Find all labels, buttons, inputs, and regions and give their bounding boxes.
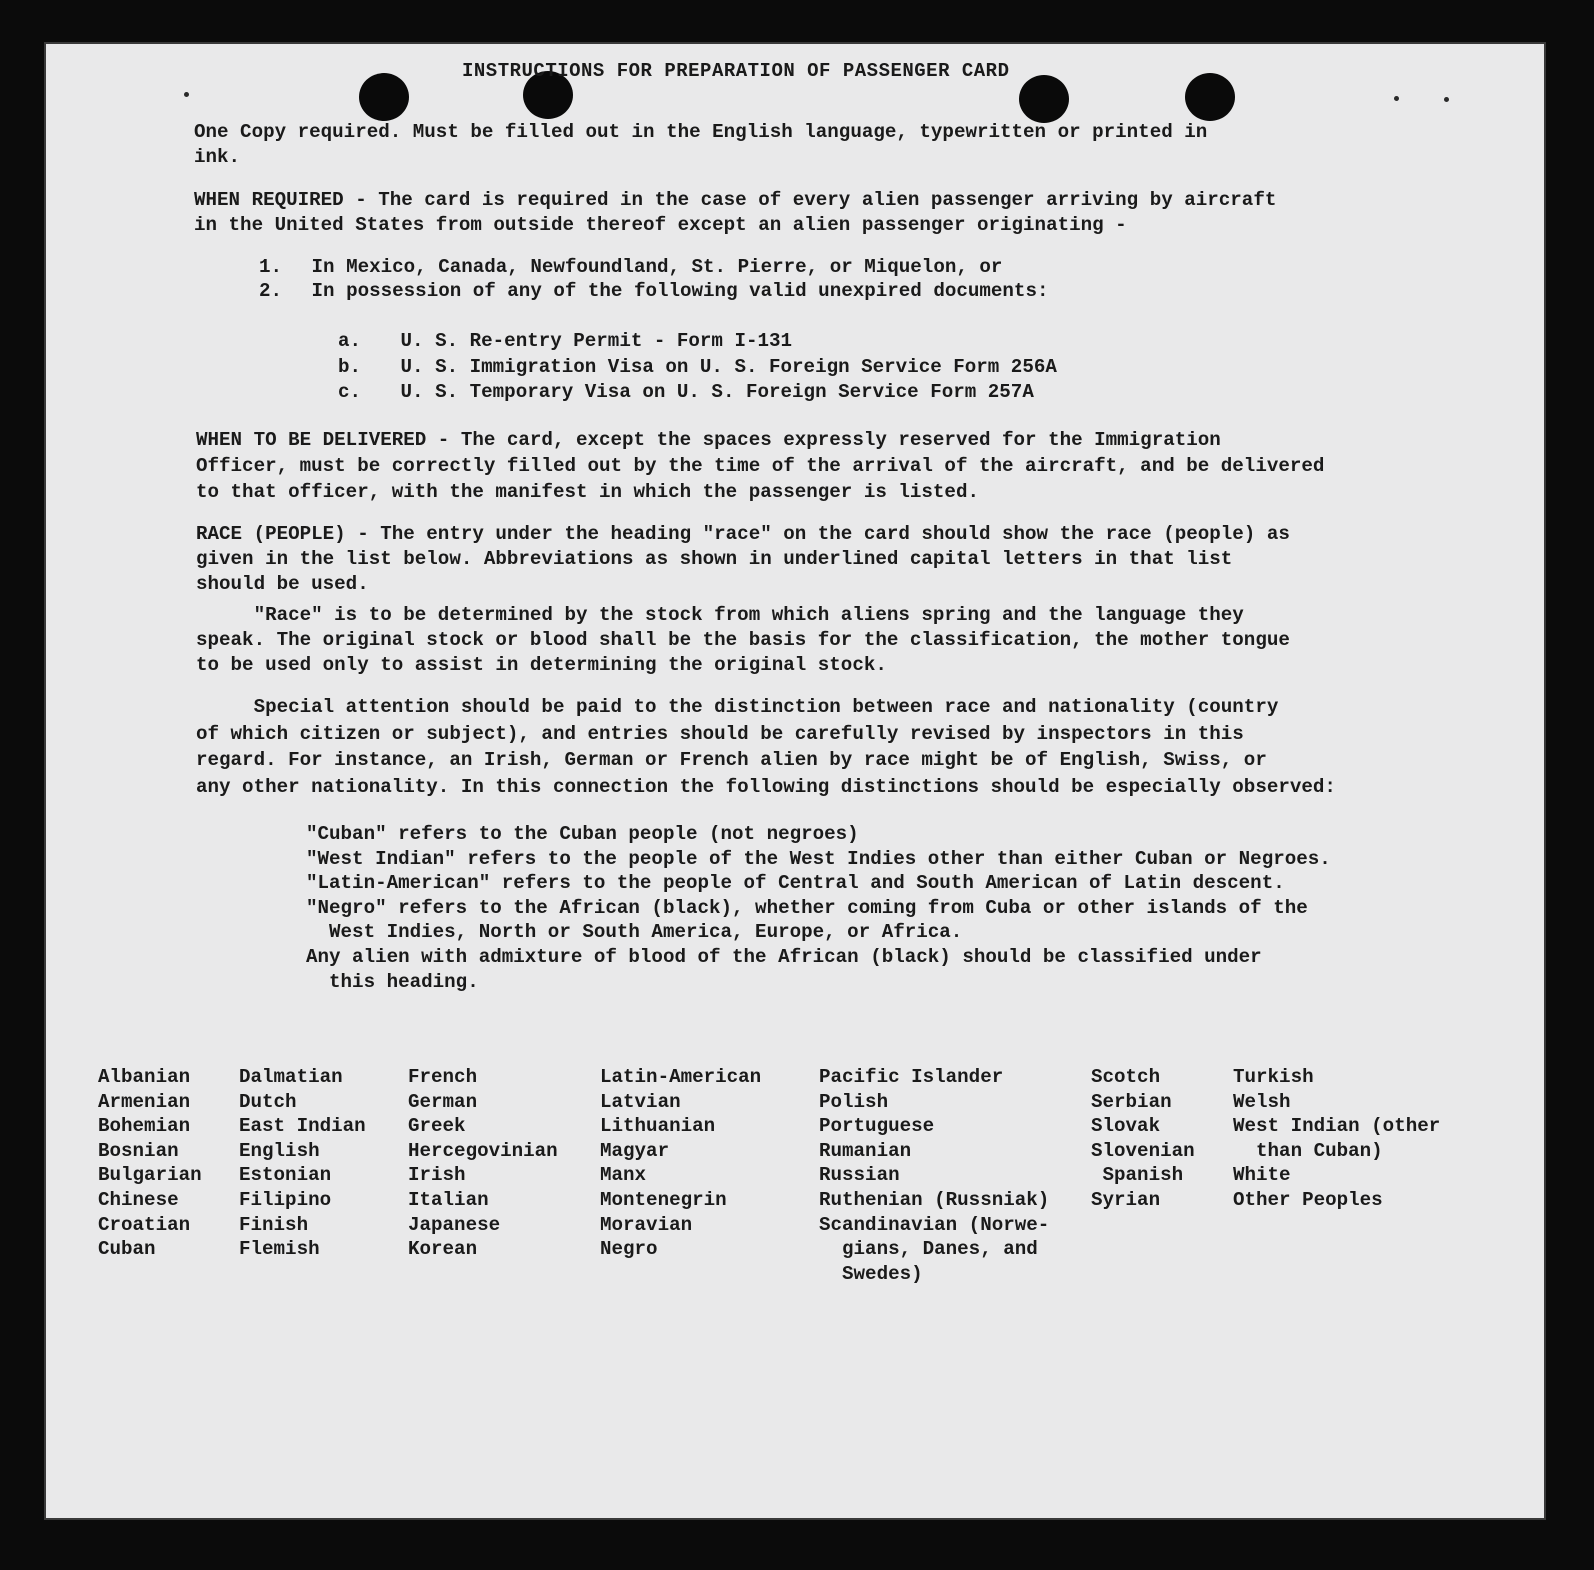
race-item: Dalmatian (239, 1066, 343, 1088)
race-item: Slovenian (1091, 1139, 1195, 1162)
text-line: Officer, must be correctly filled out by the time of the arrival of the aircraft, and be delivered (196, 455, 1325, 477)
race-item: Slovak (1091, 1115, 1161, 1138)
race-list-column (239, 1065, 366, 1262)
document-page (44, 42, 1546, 1520)
race-item: German (408, 1090, 478, 1113)
item-number: 2. (259, 280, 283, 302)
race-item: Ruthenian (Russniak) (819, 1188, 1050, 1211)
race-item: than Cuban) (1233, 1139, 1383, 1162)
text-line: RACE (PEOPLE) - The entry under the heading "race" on the card should show the race (people) as (196, 523, 1290, 545)
race-item: Flemish (239, 1238, 320, 1261)
text-line: WHEN REQUIRED - The card is required in the case of every alien passenger arriving by aircraft (194, 189, 1277, 211)
intro-paragraph (194, 120, 1207, 170)
race-paragraph (196, 522, 1290, 597)
when-required-paragraph (194, 188, 1276, 238)
race-item: French (408, 1066, 478, 1088)
race-item: Montenegrin (600, 1188, 727, 1211)
race-list-column (408, 1065, 558, 1262)
distinctions-list (306, 822, 1331, 994)
race-item: Hercegovinian (408, 1139, 558, 1162)
race-item: Syrian (1091, 1188, 1161, 1211)
special-attention-paragraph (196, 694, 1336, 800)
text-line: "Cuban" refers to the Cuban people (not negroes) (306, 823, 859, 845)
race-item: Latin-American (600, 1066, 762, 1088)
text-line: to be used only to assist in determining the original stock. (196, 654, 887, 676)
text-line: any other nationality. In this connection the following distinctions should be especially observed: (196, 775, 1336, 798)
numbered-item (259, 256, 1002, 278)
race-item: Latvian (600, 1090, 681, 1113)
text-line: Special attention should be paid to the distinction between race and nationality (country (196, 696, 1279, 718)
race-item: Italian (408, 1188, 489, 1211)
race-item: Cuban (98, 1238, 156, 1261)
race-item: Lithuanian (600, 1115, 716, 1138)
punch-hole (359, 73, 409, 121)
race-item: Swedes) (819, 1262, 923, 1285)
race-item: Polish (819, 1090, 889, 1113)
race-list-column (1233, 1065, 1440, 1213)
race-item: Scandinavian (Norwe- (819, 1213, 1050, 1236)
race-item: Turkish (1233, 1066, 1314, 1088)
race-item: Albanian (98, 1066, 191, 1088)
race-item: Greek (408, 1115, 466, 1138)
item-letter: c. (338, 381, 362, 403)
speck (1444, 97, 1449, 102)
text-line: should be used. (196, 573, 369, 595)
race-item: Other Peoples (1233, 1188, 1383, 1211)
item-text: U. S. Re-entry Permit - Form I-131 (400, 330, 793, 352)
race-item: Russian (819, 1164, 900, 1187)
punch-hole (1019, 75, 1069, 123)
text-line: "Latin-American" refers to the people of Central and South American of Latin descent. (306, 872, 1285, 895)
item-text: In Mexico, Canada, Newfoundland, St. Pierre, or Miquelon, or (311, 256, 1003, 278)
lettered-item (338, 356, 1057, 378)
race-list-column (600, 1065, 761, 1262)
text-line: ink. (194, 146, 241, 168)
race-item: Welsh (1233, 1090, 1291, 1113)
speck (184, 92, 189, 97)
item-number: 1. (259, 256, 283, 278)
race-item: Bohemian (98, 1115, 191, 1138)
text-line: West Indies, North or South America, Europe, or Africa. (306, 921, 963, 944)
item-text: In possession of any of the following valid unexpired documents: (311, 280, 1049, 302)
text-line: to that officer, with the manifest in which the passenger is listed. (196, 481, 979, 503)
race-item: Filipino (239, 1188, 332, 1211)
race-item: Spanish (1091, 1164, 1184, 1187)
race-item: gians, Danes, and (819, 1238, 1038, 1261)
race-item: Finish (239, 1213, 309, 1236)
text-line: One Copy required. Must be filled out in the English language, typewritten or printed in (194, 121, 1208, 143)
text-line: "Race" is to be determined by the stock from which aliens spring and the language they (196, 604, 1244, 626)
numbered-item (259, 280, 1048, 302)
race-item: Korean (408, 1238, 478, 1261)
text-line: "West Indian" refers to the people of the West Indies other than either Cuban or Negroes. (306, 847, 1331, 870)
race-list-column (1091, 1065, 1195, 1213)
race-item: Negro (600, 1238, 658, 1261)
text-line: of which citizen or subject), and entries should be carefully revised by inspectors in this (196, 722, 1244, 745)
race-item: Chinese (98, 1188, 179, 1211)
speck (1394, 96, 1399, 101)
text-line: in the United States from outside thereof except an alien passenger originating - (194, 214, 1127, 236)
race-item: Moravian (600, 1213, 693, 1236)
race-item: Dutch (239, 1090, 297, 1113)
race-item: Magyar (600, 1139, 670, 1162)
race-item: English (239, 1139, 320, 1162)
race-item: Croatian (98, 1213, 191, 1236)
lettered-item (338, 330, 792, 352)
race-item: Bulgarian (98, 1164, 202, 1187)
text-line: given in the list below. Abbreviations as shown in underlined capital letters in that list (196, 548, 1233, 570)
race-item: Estonian (239, 1164, 332, 1187)
race-item: Scotch (1091, 1066, 1161, 1088)
text-line: speak. The original stock or blood shall be the basis for the classification, the mother tongue (196, 629, 1290, 651)
race-item: Manx (600, 1164, 647, 1187)
when-delivered-paragraph (196, 427, 1324, 505)
race-list-column (98, 1065, 202, 1262)
race-item: White (1233, 1164, 1291, 1187)
race-item: Portuguese (819, 1115, 935, 1138)
text-line: Any alien with admixture of blood of the African (black) should be classified under (306, 945, 1262, 968)
item-text: U. S. Immigration Visa on U. S. Foreign Service Form 256A (400, 356, 1057, 378)
race-item: Armenian (98, 1090, 191, 1113)
race-item: East Indian (239, 1115, 366, 1138)
race-item: Serbian (1091, 1090, 1172, 1113)
text-line: "Negro" refers to the African (black), whether coming from Cuba or other islands of the (306, 896, 1308, 919)
page-title: INSTRUCTIONS FOR PREPARATION OF PASSENGER CARD (462, 60, 1010, 82)
text-line: regard. For instance, an Irish, German or French alien by race might be of English, Swiss, or (196, 749, 1267, 771)
text-line: this heading. (306, 970, 479, 993)
punch-hole (1185, 73, 1235, 121)
race-definition-paragraph (196, 603, 1290, 678)
item-letter: a. (338, 330, 362, 352)
lettered-item (338, 381, 1034, 403)
race-item: Japanese (408, 1213, 501, 1236)
race-item: Pacific Islander (819, 1066, 1004, 1088)
item-letter: b. (338, 356, 362, 378)
race-item: Bosnian (98, 1139, 179, 1162)
race-list-column (819, 1065, 1049, 1286)
text-line: WHEN TO BE DELIVERED - The card, except the spaces expressly reserved for the Immigration (196, 429, 1221, 451)
race-item: Irish (408, 1164, 466, 1187)
race-item: Rumanian (819, 1139, 912, 1162)
race-item: West Indian (other (1233, 1115, 1441, 1138)
item-text: U. S. Temporary Visa on U. S. Foreign Service Form 257A (400, 381, 1034, 403)
